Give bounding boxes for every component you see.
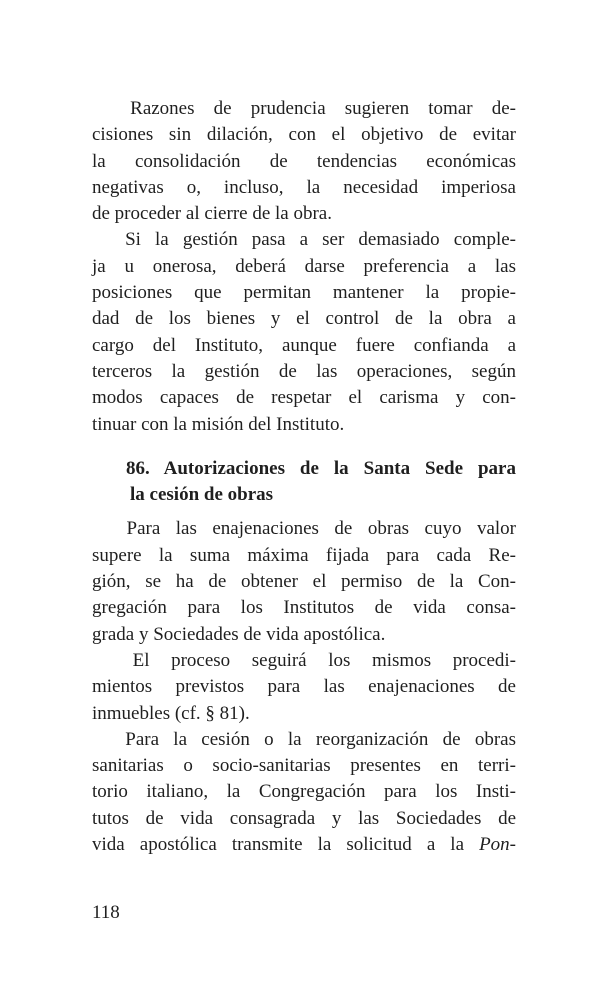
text-line: sanitarias o socio-sanitarias presentes en terri-: [92, 755, 516, 777]
italic-word-fragment: Pon-: [479, 834, 516, 856]
paragraph-prudence: [92, 96, 516, 227]
page-number: 118: [92, 902, 120, 923]
text-line: Para la cesión o la reorganización de obras: [92, 728, 516, 750]
text-line: torio italiano, la Congregación para los Insti-: [92, 781, 516, 803]
text-line: tutos de vida consagrada y las Sociedades de: [92, 807, 516, 829]
text-line: modos capaces de respetar el carisma y con-: [92, 387, 516, 409]
text-line-start: vida apostólica transmite la solicitud a la: [92, 834, 480, 856]
text-line: grada y Sociedades de vida apostólica.: [92, 623, 386, 645]
section-heading-line: la cesión de obras: [130, 484, 274, 506]
text-line: cisiones sin dilación, con el objetivo de evitar: [92, 124, 516, 146]
paragraph-process: [92, 648, 516, 727]
text-line: dad de los bienes y el control de la obra a: [92, 308, 516, 330]
section-heading: [92, 456, 516, 509]
text-line: terceros la gestión de las operaciones, según: [92, 360, 516, 382]
text-line: Si la gestión pasa a ser demasiado comple-: [92, 229, 516, 251]
paragraph-management: [92, 227, 516, 437]
text-line: inmuebles (cf. § 81).: [92, 702, 250, 724]
text-line: posiciones que permitan mantener la propie-: [92, 282, 516, 304]
text-line: El proceso seguirá los mismos procedi-: [92, 649, 516, 671]
text-line: ja u onerosa, deberá darse preferencia a las: [92, 255, 516, 277]
paragraph-alienations: [92, 516, 516, 647]
section-spacer: [92, 438, 516, 456]
text-line: Razones de prudencia sugieren tomar de-: [92, 98, 516, 119]
text-line: negativas o, incluso, la necesidad imperiosa: [92, 176, 516, 198]
paragraph-health-works: [92, 727, 516, 858]
text-line: cargo del Instituto, aunque fuere confianda a: [92, 334, 516, 356]
text-line: gión, se ha de obtener el permiso de la Con-: [92, 571, 516, 593]
text-line: gregación para los Institutos de vida consa-: [92, 597, 516, 619]
text-line: Para las enajenaciones de obras cuyo valor: [92, 518, 516, 540]
text-line: de proceder al cierre de la obra.: [92, 203, 332, 225]
page-body: [92, 96, 516, 858]
text-line: la consolidación de tendencias económicas: [92, 150, 516, 172]
text-line: supere la suma máxima fijada para cada Re-: [92, 544, 516, 566]
section-heading-line: 86. Autorizaciones de la Santa Sede para: [92, 457, 516, 479]
text-line-with-italic: [92, 832, 516, 858]
text-line: mientos previstos para las enajenaciones de: [92, 676, 516, 698]
text-line: tinuar con la misión del Instituto.: [92, 413, 345, 435]
section-spacer: [92, 508, 516, 516]
